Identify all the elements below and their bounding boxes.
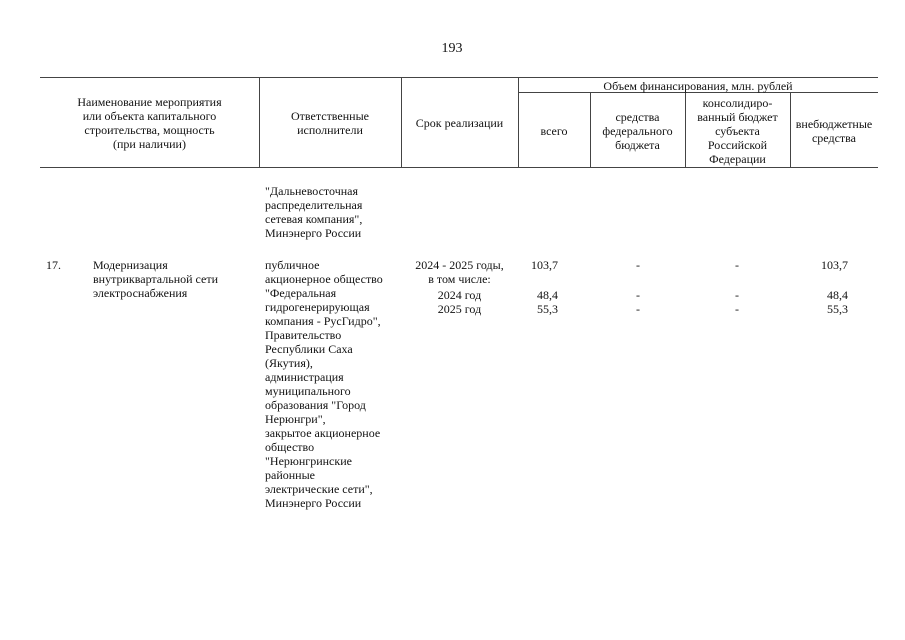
header-name: Наименование мероприятия или объекта капитального строительства, мощность (при наличии) bbox=[77, 95, 222, 151]
total-2024: 48,4 bbox=[537, 288, 558, 302]
header-bottom-border bbox=[40, 167, 878, 168]
federal-2025: - bbox=[636, 302, 640, 316]
row-name: Модернизация внутриквартальной сети электроснабжения bbox=[93, 258, 218, 300]
header-executors: Ответственные исполнители bbox=[291, 109, 369, 137]
row-period-2024: 2024 год bbox=[437, 288, 482, 302]
federal-main: - bbox=[636, 258, 640, 272]
header-extrabudget: внебюджетные средства bbox=[795, 117, 873, 145]
federal-2024: - bbox=[636, 288, 640, 302]
header-regional: консолидиро- ванный бюджет субъекта Российской Федерации bbox=[697, 96, 778, 166]
total-main: 103,7 bbox=[531, 258, 558, 272]
header-period: Срок реализации bbox=[415, 116, 504, 130]
regional-2024: - bbox=[735, 288, 739, 302]
extrabudget-main: 103,7 bbox=[821, 258, 848, 272]
row-period-sub: в том числе: bbox=[428, 272, 491, 286]
table-top-border bbox=[40, 77, 878, 78]
row-number: 17. bbox=[46, 258, 61, 272]
carryover-executors: "Дальневосточная распределительная сетевая компания", Минэнерго России bbox=[265, 184, 363, 240]
row-executors: публичное акционерное общество "Федеральная гидрогенерирующая компания - РусГидро", Правительство Республики Саха (Якутия), администрация муниципального образования "Город Нерюнгри", закрытое акционерное общество "Нерюнгринские районные электрические сети", Минэнерго России bbox=[265, 258, 383, 510]
regional-2025: - bbox=[735, 302, 739, 316]
header-federal: средства федерального бюджета bbox=[602, 110, 673, 152]
page-number: 193 bbox=[441, 41, 463, 56]
extrabudget-2024: 48,4 bbox=[827, 288, 848, 302]
header-funding-group: Объем финансирования, млн. рублей bbox=[603, 79, 793, 93]
regional-main: - bbox=[735, 258, 739, 272]
total-2025: 55,3 bbox=[537, 302, 558, 316]
header-total: всего bbox=[540, 124, 568, 138]
row-period-main: 2024 - 2025 годы, bbox=[415, 258, 504, 272]
row-period-2025: 2025 год bbox=[437, 302, 482, 316]
extrabudget-2025: 55,3 bbox=[827, 302, 848, 316]
